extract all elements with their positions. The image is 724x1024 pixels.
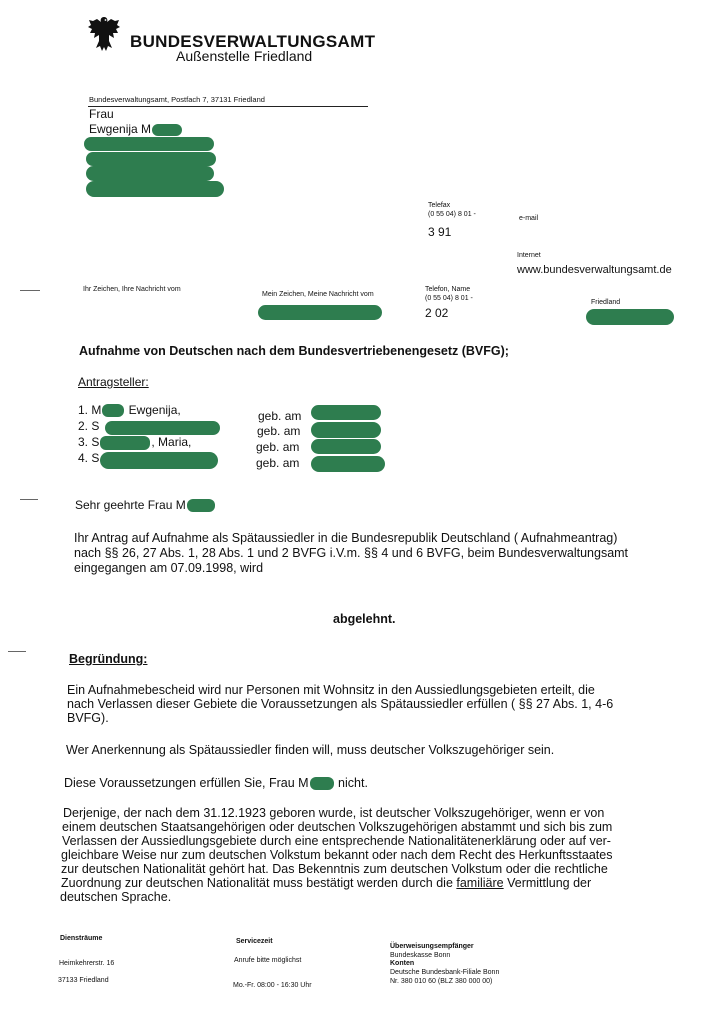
redaction-mark: [84, 137, 214, 151]
ihr-zeichen-label: Ihr Zeichen, Ihre Nachricht vom: [83, 286, 181, 293]
applicant-born: geb. am: [257, 424, 301, 438]
telefon-label: Telefon, Name: [425, 286, 471, 293]
recipient-name: [89, 122, 183, 136]
reasoning-p2: Wer Anerkennung als Spätaussiedler finden will, muss deutscher Volkszugehöriger sein.: [66, 743, 555, 757]
redaction-mark: [86, 152, 216, 166]
reasoning-heading: Begründung:: [69, 652, 148, 666]
reasoning-p4-text: Zuordnung zur deutschen Nationalität muss bestätigt werden durch die: [61, 876, 457, 890]
applicant-row: [78, 435, 191, 450]
redaction-mark: [187, 499, 215, 512]
redaction-mark: [311, 456, 385, 472]
reasoning-p4-line: deutschen Sprache.: [60, 890, 172, 904]
recipient-name-text: Ewgenija M: [89, 122, 152, 136]
applicant-born: geb. am: [256, 440, 300, 454]
reasoning-p3-tail: nicht.: [334, 776, 368, 790]
greeting-text: Sehr geehrte Frau M: [75, 498, 186, 512]
return-address: Bundesverwaltungsamt, Postfach 7, 37131 Friedland: [89, 95, 265, 104]
scan-mark: [8, 651, 26, 652]
footer-konten-label: Konten: [390, 960, 415, 967]
applicant-number: 2. S: [78, 419, 100, 433]
recipient-salutation: Frau: [89, 107, 114, 121]
redaction-mark: [311, 422, 381, 438]
applicant-born: geb. am: [256, 456, 300, 470]
reasoning-p3: [64, 777, 368, 790]
intro-line: eingegangen am 07.09.1998, wird: [74, 561, 264, 575]
telefon-ext: 2 02: [425, 306, 449, 320]
reasoning-p1-line: nach Verlassen dieser Gebiete die Voraussetzungen als Spätaussiedler erfüllen ( §§ 27 Abs. 1, 4-6: [67, 697, 614, 711]
reasoning-p1-line: BVFG).: [67, 711, 109, 725]
applicant-born: geb. am: [258, 409, 302, 423]
internet-label: Internet: [517, 252, 541, 259]
scan-mark: [20, 290, 40, 291]
redaction-mark: [86, 181, 224, 197]
applicant-row: [78, 451, 99, 465]
subject-line: Aufnahme von Deutschen nach dem Bundesvertriebenengesetz (BVFG);: [79, 344, 509, 358]
internet-url: www.bundesverwaltungsamt.de: [517, 264, 672, 276]
redaction-mark: [100, 452, 218, 469]
underlined-word: familiäre: [456, 876, 504, 890]
applicant-number: 4. S: [78, 451, 100, 465]
telefax-number: (0 55 04) 8 01 -: [428, 211, 476, 218]
redaction-mark: [105, 421, 220, 435]
redaction-mark: [152, 124, 182, 136]
redaction-mark: [86, 166, 214, 181]
footer-servicezeit-label: Servicezeit: [236, 938, 273, 945]
applicant-row: [78, 419, 99, 433]
redaction-mark: [258, 305, 382, 320]
intro-line: Ihr Antrag auf Aufnahme als Spätaussiedler in die Bundesrepublik Deutschland ( Aufnahmeantrag): [74, 531, 618, 545]
applicant-number: 1. M: [78, 403, 102, 417]
reasoning-p4-line: [61, 877, 591, 890]
reasoning-p1-line: Ein Aufnahmebescheid wird nur Personen mit Wohnsitz in den Aussiedlungsgebieten erteilt, die: [67, 683, 595, 697]
redaction-mark: [102, 404, 124, 417]
applicant-firstname: , Maria,: [151, 435, 192, 449]
branch-office: Außenstelle Friedland: [176, 48, 313, 64]
reasoning-p3-text: Diese Voraussetzungen erfüllen Sie, Frau M: [64, 776, 309, 790]
greeting: [75, 498, 216, 512]
ort-label: Friedland: [591, 299, 621, 306]
applicant-firstname: Ewgenija,: [125, 403, 181, 417]
return-address-rule: [88, 106, 368, 107]
applicant-row: [78, 403, 181, 417]
reasoning-p4-line: gleichbare Weise nur zum deutschen Volkstum bekannt oder nach dem Recht des Herkunftsstaates: [61, 848, 613, 862]
agency-name: BUNDESVERWALTUNGSAMT: [130, 32, 376, 51]
intro-line: nach §§ 26, 27 Abs. 1, 28 Abs. 1 und 2 BVFG i.V.m. §§ 4 und 6 BVFG, beim Bundesverwaltungsamt: [74, 546, 629, 560]
eagle-emblem-icon: [85, 13, 123, 53]
reasoning-p4-line: einem deutschen Staatsangehörigen oder deutschen Volkszugehörigen abstammt und sich bis zum: [62, 820, 613, 834]
footer-ueberweisung-label: Überweisungsempfänger: [390, 943, 474, 950]
redaction-mark: [586, 309, 674, 325]
applicant-number: 3. S: [78, 435, 100, 449]
reasoning-p4-line: zur deutschen Nationalität gehört hat. Das Bekenntnis zum deutschen Volkstum oder die rechtliche: [61, 862, 608, 876]
footer-city: 37133 Friedland: [58, 977, 109, 984]
telefax-ext: 3 91: [428, 225, 452, 239]
reasoning-p4-tail: Vermittlung der: [503, 876, 592, 890]
footer-account: Nr. 380 010 60 (BLZ 380 000 00): [390, 978, 493, 985]
reasoning-p4-line: Verlassen der Aussiedlungsgebiete durch eine entsprechende Nationalitätenerklärung oder auf ver-: [62, 834, 611, 848]
footer-bank: Deutsche Bundesbank-Filiale Bonn: [390, 969, 500, 976]
redaction-mark: [310, 777, 334, 790]
mein-zeichen-label: Mein Zeichen, Meine Nachricht vom: [262, 291, 374, 298]
footer-kasse: Bundeskasse Bonn: [390, 952, 451, 959]
telefon-number: (0 55 04) 8 01 -: [425, 295, 473, 302]
redaction-mark: [100, 436, 150, 450]
redaction-mark: [311, 439, 381, 454]
redaction-mark: [311, 405, 381, 420]
scan-mark: [20, 499, 38, 500]
decision: abgelehnt.: [333, 612, 396, 626]
telefax-label: Telefax: [428, 202, 451, 209]
footer-servicezeit-hours: Mo.-Fr. 08:00 - 16:30 Uhr: [233, 982, 312, 989]
email-label: e-mail: [519, 215, 539, 222]
footer-servicezeit-note: Anrufe bitte möglichst: [234, 957, 302, 964]
reasoning-p4-line: Derjenige, der nach dem 31.12.1923 geboren wurde, ist deutscher Volkszugehöriger, wenn er von: [63, 806, 605, 820]
footer-street: Heimkehrerstr. 16: [59, 960, 115, 967]
applicants-heading: Antragsteller:: [78, 375, 149, 389]
footer-dienstraeume-label: Diensträume: [60, 935, 103, 942]
